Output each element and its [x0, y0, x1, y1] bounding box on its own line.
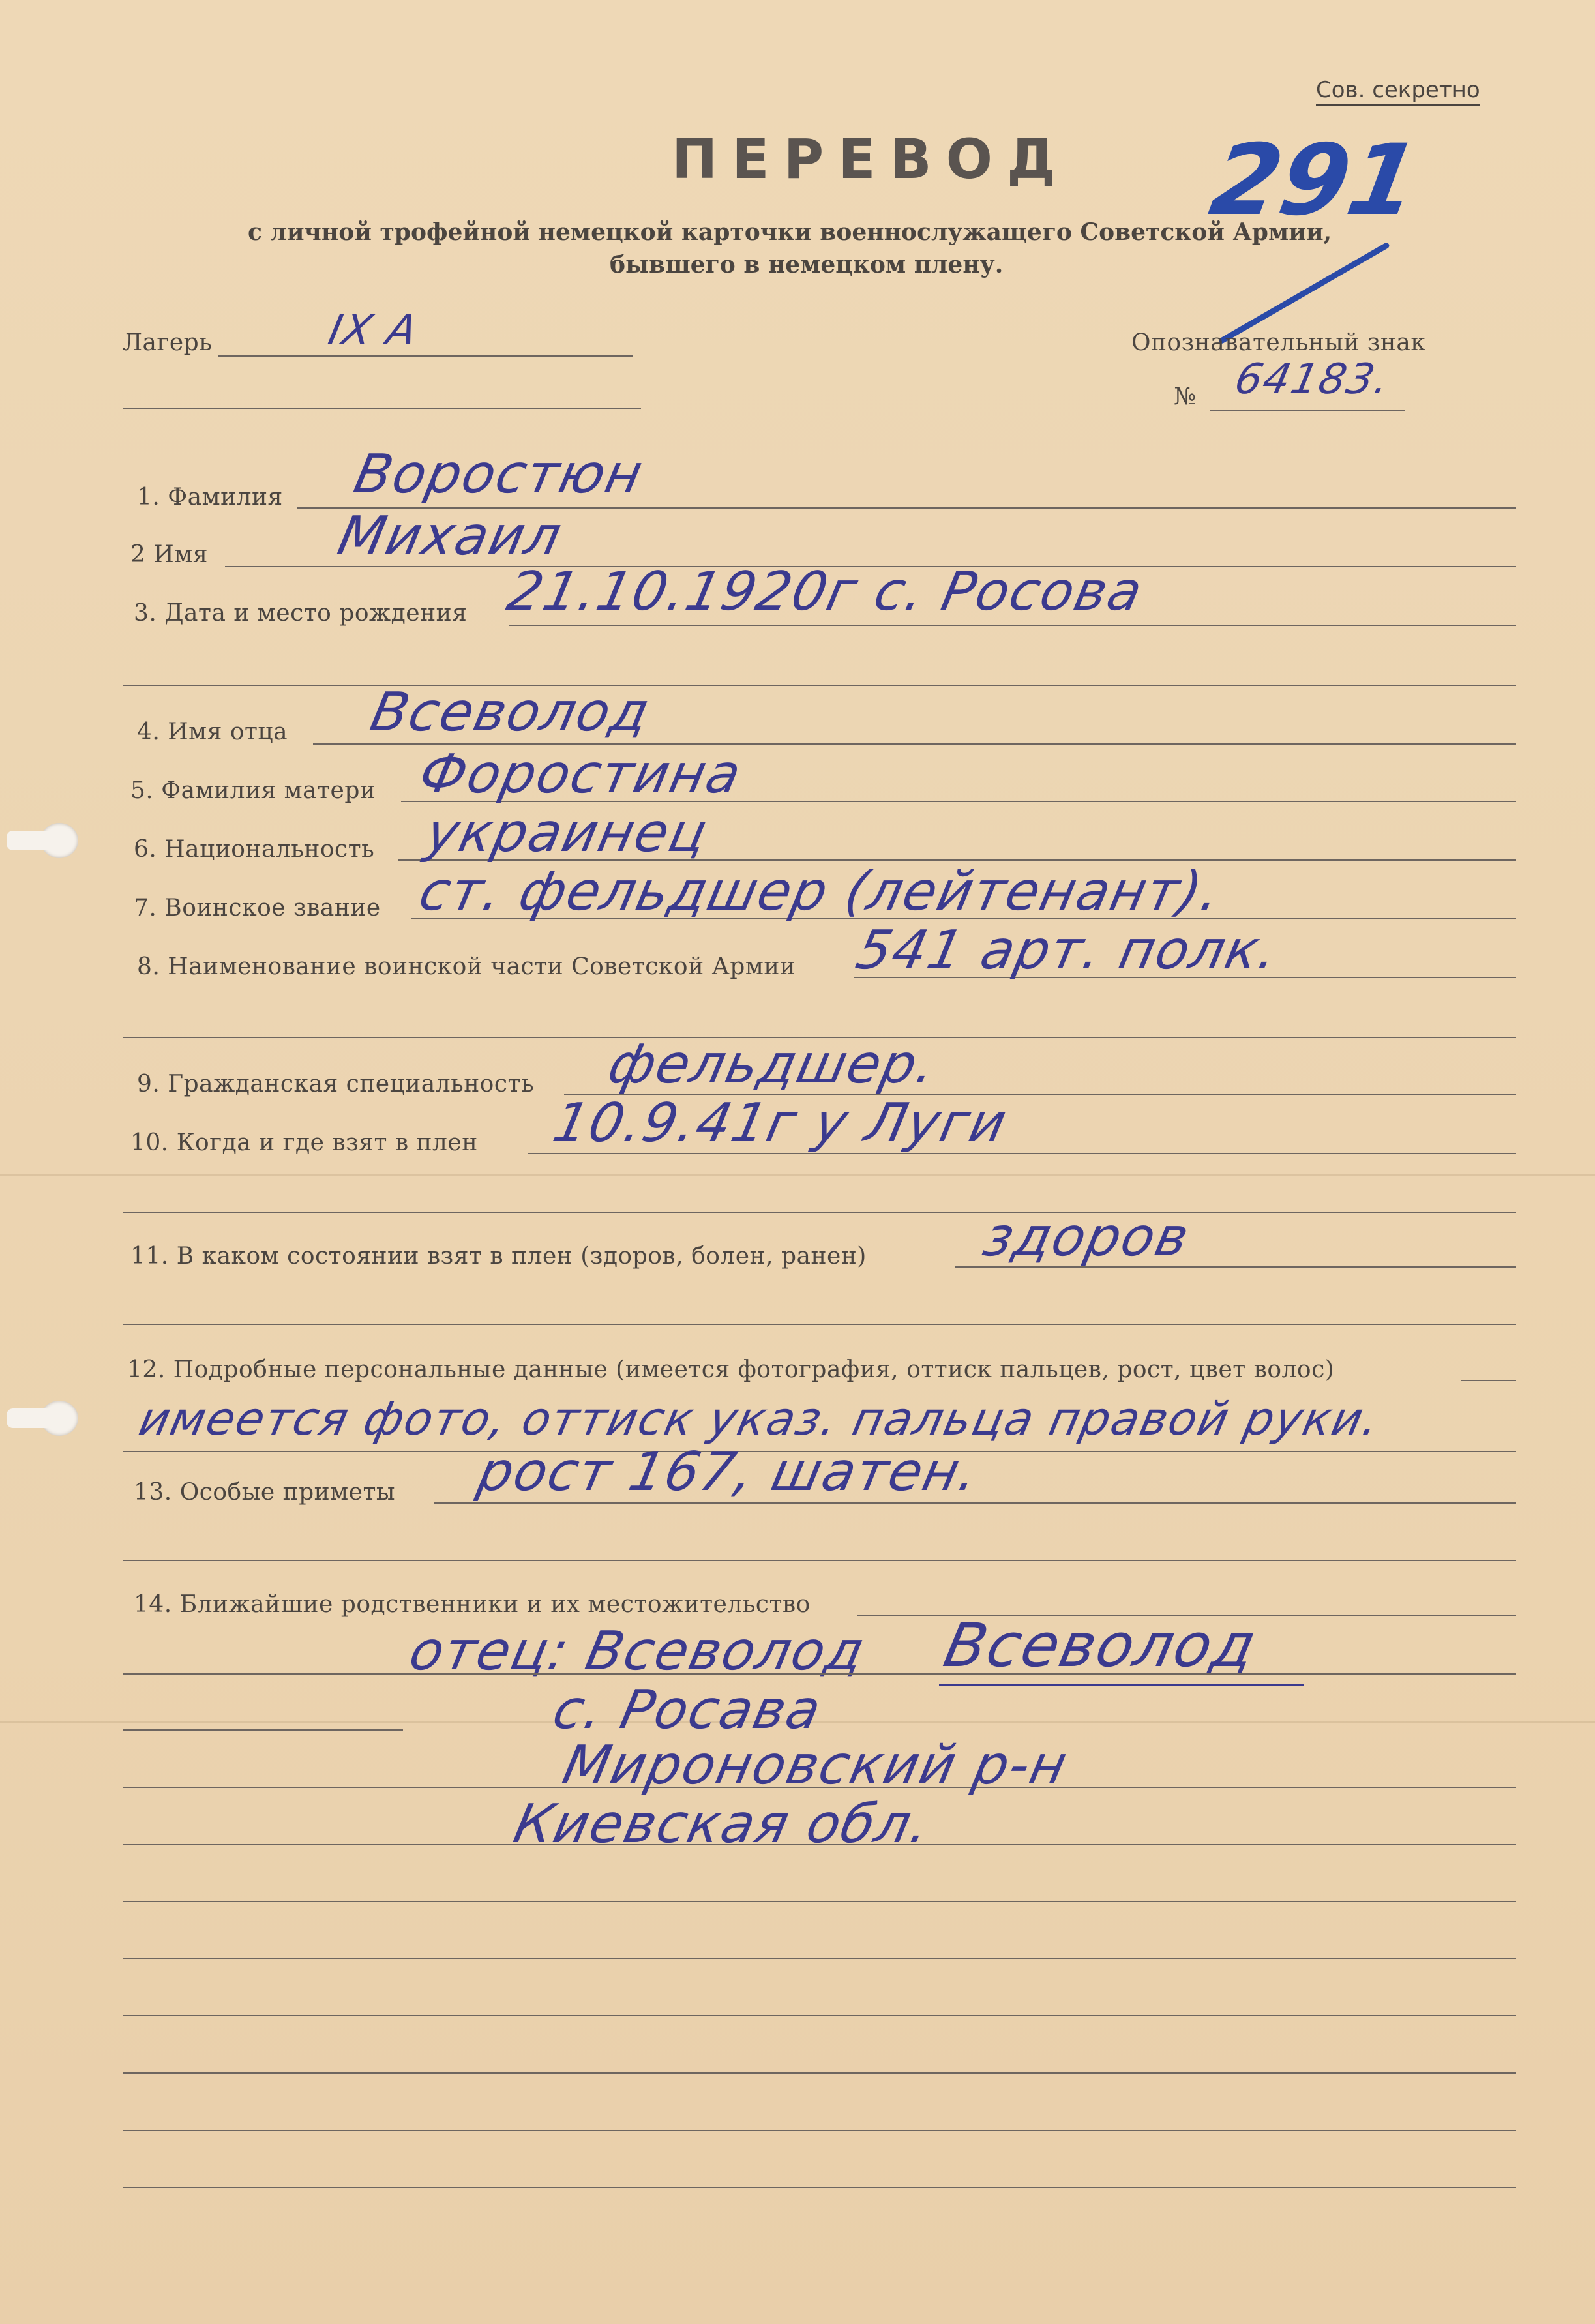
field-14-line-3: [123, 1729, 403, 1731]
field-14-line-10: [123, 2130, 1516, 2131]
field-13-value: рост 167, шатен.: [472, 1441, 985, 1503]
field-14-line-8: [123, 2015, 1516, 2016]
field-5-value: Форостина: [413, 743, 748, 805]
relatives-line-1: отец: Всеволод: [404, 1620, 871, 1682]
field-1-value: Воростюн: [348, 443, 649, 505]
field-3-line: [509, 625, 1516, 626]
field-8-value: 541 арт. полк.: [850, 919, 1285, 981]
relatives-line-4: Киевская обл.: [508, 1793, 936, 1855]
id-tag-line: [1210, 410, 1405, 411]
field-4-value: Всеволод: [365, 681, 656, 743]
archive-number: 291: [1202, 124, 1427, 237]
field-14-label: 14. Ближайшие родственники и их местожительство: [134, 1591, 811, 1618]
field-6-value: украинец: [420, 802, 714, 864]
id-tag-value: 64183.: [1230, 355, 1395, 404]
field-9-label: 9. Гражданская специальность: [137, 1071, 535, 1097]
field-2-value: Михаил: [332, 505, 568, 567]
field-11-line-2: [123, 1324, 1516, 1325]
camp-value: IX A: [324, 306, 423, 355]
field-10-value: 10.9.41г у Луги: [547, 1092, 1013, 1154]
field-7-label: 7. Воинское звание: [134, 895, 381, 921]
field-1-label: 1. Фамилия: [137, 484, 283, 511]
field-14-line-2: [123, 1673, 1516, 1675]
relatives-line-2: с. Росава: [547, 1679, 827, 1741]
paper-fold: [0, 1174, 1595, 1176]
field-3-line-2: [123, 685, 1516, 686]
field-4-label: 4. Имя отца: [137, 719, 288, 745]
field-14-line-7: [123, 1958, 1516, 1959]
document-title: ПЕРЕВОД: [672, 127, 1070, 191]
id-tag-number-sign: №: [1174, 383, 1197, 410]
field-10-label: 10. Когда и где взят в плен: [130, 1129, 478, 1156]
field-14-line-6: [123, 1901, 1516, 1902]
field-12-label: 12. Подробные персональные данные (имеется фотография, оттиск пальцев, рост, цвет волос): [127, 1356, 1335, 1383]
field-14-line-11: [123, 2187, 1516, 2188]
field-11-label: 11. В каком состоянии взят в плен (здоров, болен, ранен): [130, 1243, 867, 1270]
field-9-value: фельдшер.: [603, 1034, 942, 1095]
camp-label: Лагерь: [123, 329, 213, 356]
field-12-line: [1461, 1380, 1516, 1381]
punch-hole: [40, 1401, 78, 1436]
field-12-value: имеется фото, оттиск указ. пальца правой руки.: [134, 1392, 1386, 1446]
field-13-line-2: [123, 1560, 1516, 1561]
field-8-label: 8. Наименование воинской части Советской Армии: [137, 953, 796, 980]
classification-label: Сов. секретно: [1316, 77, 1480, 106]
field-6-label: 6. Национальность: [134, 836, 375, 863]
relatives-line-3: Мироновский р-н: [557, 1735, 1073, 1796]
field-14-line-9: [123, 2072, 1516, 2074]
field-3-label: 3. Дата и место рождения: [134, 600, 468, 627]
field-10-line-2: [123, 1212, 1516, 1213]
punch-hole: [40, 823, 78, 858]
camp-line-2: [123, 408, 641, 409]
field-3-value: 21.10.1920г с. Росова: [501, 561, 1149, 623]
field-5-label: 5. Фамилия матери: [130, 777, 376, 804]
subtitle-line-1: с личной трофейной немецкой карточки военнослужащего Советской Армии,: [248, 218, 1332, 246]
field-13-label: 13. Особые приметы: [134, 1479, 396, 1506]
id-tag-label: Опознавательный знак: [1131, 329, 1426, 356]
field-7-value: ст. фельдшер (лейтенант).: [413, 861, 1227, 923]
relatives-underline: [939, 1684, 1304, 1686]
field-2-label: 2 Имя: [130, 541, 208, 568]
camp-line: [218, 355, 633, 357]
field-11-value: здоров: [977, 1206, 1196, 1268]
subtitle-line-2: бывшего в немецком плену.: [610, 251, 1004, 278]
relatives-line-1b: Всеволод: [938, 1611, 1263, 1680]
